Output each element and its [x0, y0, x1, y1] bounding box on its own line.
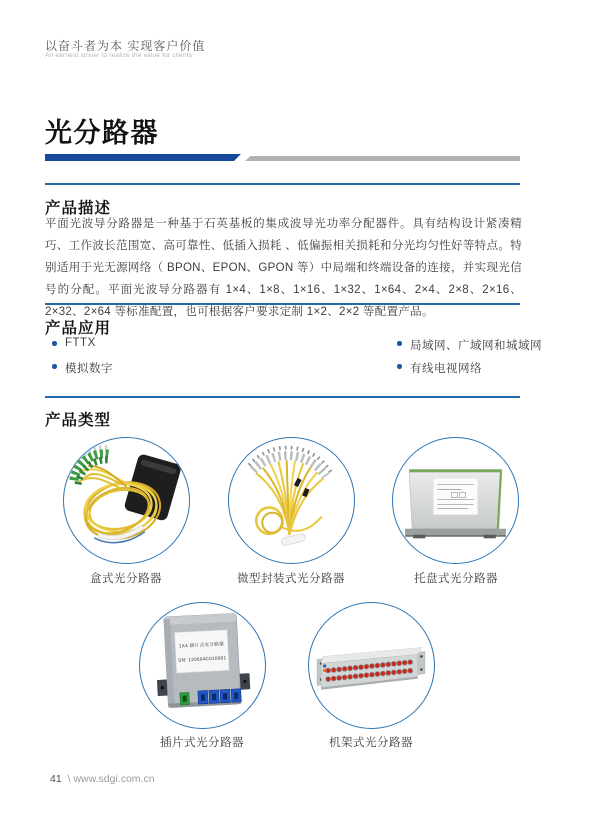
product-photo-circle-tray-splitter: [392, 437, 519, 564]
product-photo-circle-box-splitter: [63, 437, 190, 564]
bullet-icon: [52, 341, 57, 346]
header-slogan-cn: 以奋斗者为本 实现客户价值: [45, 39, 206, 53]
description-paragraph: 平面光波导分路器是一种基于石英基板的集成波导光功率分配器件。具有结构设计紧凑精巧、工作波长范围宽、高可靠性、低插入损耗 、低偏振相关损耗和分光均匀性好等特点。特别适用于光无源网络（ BPON、EPON、GPON 等）中局端和终端设备的连接，并实现光信号的分配。平面光波导分路器有 1×4、1×8、1×16、1×32、1×64、2×4、2×8、2×16、2×32、2×64 等标准配置，也可根据客户要求定制 1×2、2×2 等配置产品。: [45, 218, 522, 318]
application-item: [397, 337, 542, 353]
product-label: 托盘式光分路器: [414, 573, 498, 585]
section-heading-description: 产品描述: [45, 200, 112, 217]
application-label: 局域网、广域网和城域网: [410, 340, 542, 352]
bullet-icon: [397, 341, 402, 346]
page-footer: [50, 773, 155, 785]
section-divider-types: [45, 396, 520, 398]
product-label: 机架式光分路器: [329, 737, 413, 749]
cassette-label-line1: 1X4 插片式光分路器: [178, 641, 225, 649]
bullet-icon: [397, 364, 402, 369]
mini-packaged-splitter-photo-icon: [229, 438, 354, 563]
application-item: [52, 337, 96, 349]
application-label: 有线电视网络: [410, 363, 482, 375]
product-photo-circle-cassette-splitter: [139, 602, 266, 729]
section-heading-types: 产品类型: [45, 412, 112, 429]
product-photo-circle-mini-splitter: [228, 437, 355, 564]
application-item: [52, 360, 113, 376]
tray-splitter-photo-icon: [393, 438, 518, 563]
title-underline-blue-bar: [45, 154, 241, 161]
title-underline-gray-bar: [245, 156, 520, 162]
header-slogan-en: An earnest striver to realize the value for clients: [45, 52, 193, 59]
website-url: \ www.sdgi.com.cn: [67, 773, 155, 785]
product-photo-circle-rack-splitter: [308, 602, 435, 729]
cassette-splitter-photo-icon: [140, 603, 265, 728]
product-label: 盒式光分路器: [90, 573, 162, 585]
title-underline: [45, 154, 520, 161]
application-item: [397, 360, 482, 376]
section-heading-applications: 产品应用: [45, 320, 112, 337]
bullet-icon: [52, 364, 57, 369]
page-title: 光分路器: [45, 118, 159, 148]
page-number: 41: [50, 773, 62, 785]
section-divider-description: [45, 183, 520, 185]
box-splitter-photo-icon: [64, 438, 189, 563]
cassette-label-line2: SN: 120604C010001: [177, 655, 227, 663]
rack-splitter-photo-icon: [309, 603, 434, 728]
product-label: 微型封装式光分路器: [237, 573, 345, 585]
section-divider-applications: [45, 303, 520, 305]
application-label: FTTX: [65, 337, 96, 349]
application-label: 模拟数字: [65, 363, 113, 375]
product-label: 插片式光分路器: [160, 737, 244, 749]
